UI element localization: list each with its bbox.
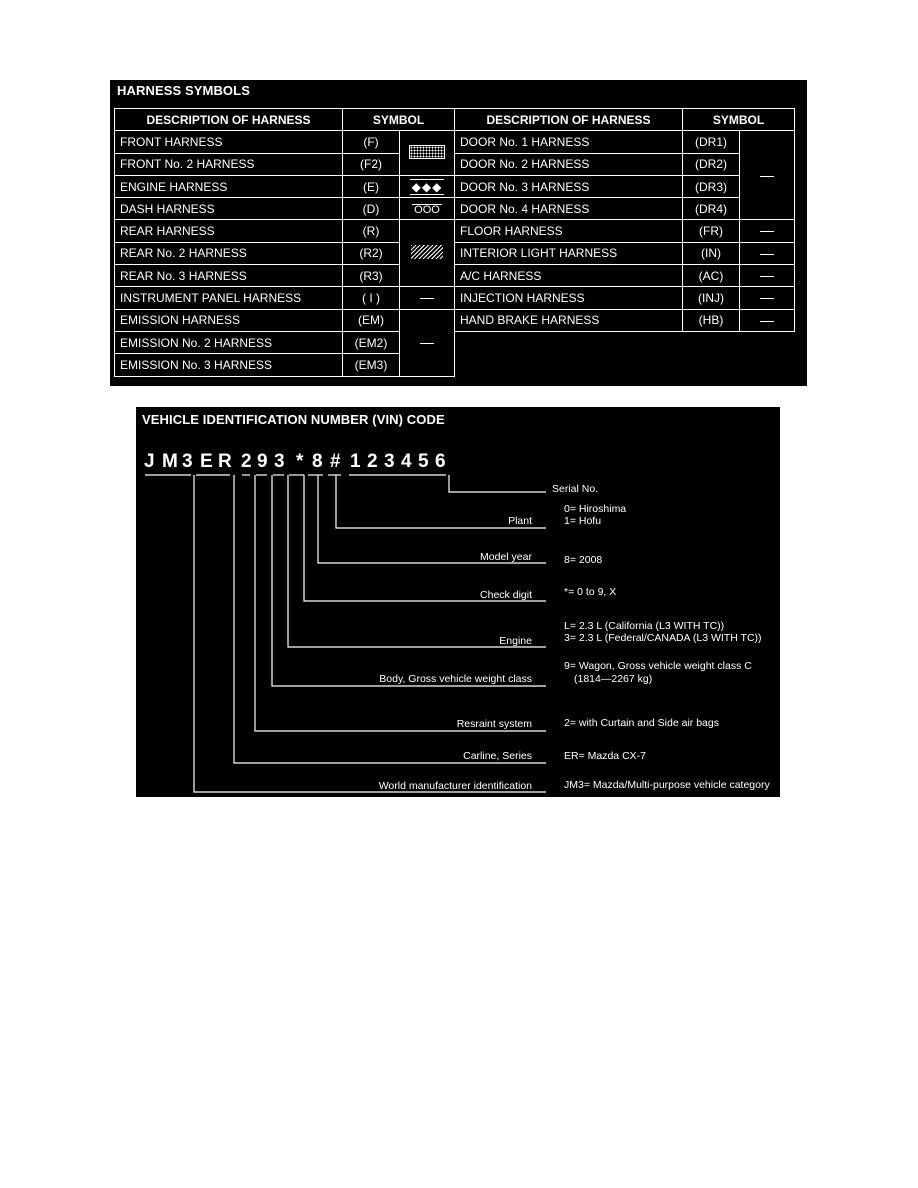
harness-code: (EM3) (343, 354, 400, 376)
vin-desc-check-digit: *= 0 to 9, X (564, 586, 617, 598)
vin-char: 8 (312, 451, 323, 472)
harness-code: (F) (343, 131, 400, 153)
header-description: DESCRIPTION OF HARNESS (455, 109, 683, 131)
header-symbol: SYMBOL (683, 109, 795, 131)
harness-code: (EM) (343, 309, 400, 331)
harness-code: (DR2) (683, 153, 740, 175)
hatched-pattern-icon (411, 245, 443, 259)
vin-char: 4 (401, 451, 412, 472)
harness-code: (IN) (683, 242, 740, 264)
dash-icon (420, 343, 434, 344)
harness-code: (R2) (343, 242, 400, 264)
vin-code-panel (136, 407, 780, 797)
vin-field-label-engine: Engine (499, 635, 532, 647)
vin-char: 3 (384, 451, 395, 472)
dash-symbol (740, 131, 795, 220)
harness-symbols-panel (110, 80, 807, 386)
vin-char: E (200, 451, 213, 472)
harness-description: DOOR No. 1 HARNESS (455, 131, 683, 153)
vin-field-label-carline: Carline, Series (463, 750, 532, 762)
vin-char: M (162, 451, 178, 472)
vin-field-label-body: Body, Gross vehicle weight class (379, 673, 532, 685)
header-symbol: SYMBOL (343, 109, 455, 131)
harness-description: REAR No. 3 HARNESS (115, 265, 343, 287)
vin-char: 3 (182, 451, 193, 472)
harness-table-left (114, 108, 455, 377)
front-harness-pattern (400, 131, 455, 176)
dash-icon (760, 298, 774, 299)
harness-description: FRONT No. 2 HARNESS (115, 153, 343, 175)
harness-description: EMISSION HARNESS (115, 309, 343, 331)
vin-char: R (218, 451, 232, 472)
dash-harness-pattern (400, 198, 455, 220)
vin-char: 9 (257, 451, 268, 472)
dash-icon (760, 321, 774, 322)
vin-field-label-serial-no: Serial No. (552, 483, 599, 495)
harness-description: INTERIOR LIGHT HARNESS (455, 242, 683, 264)
harness-code: (F2) (343, 153, 400, 175)
harness-code: (DR4) (683, 198, 740, 220)
harness-code: (DR1) (683, 131, 740, 153)
harness-description: HAND BRAKE HARNESS (455, 309, 683, 331)
engine-harness-pattern (400, 175, 455, 197)
harness-code: (R3) (343, 265, 400, 287)
diamond-pattern-icon: ◆◆◆ (411, 179, 443, 194)
header-description: DESCRIPTION OF HARNESS (115, 109, 343, 131)
vin-desc-plant-0: 0= Hiroshima (564, 503, 627, 515)
vin-field-label-check-digit: Check digit (480, 589, 532, 601)
harness-code: (EM2) (343, 331, 400, 353)
harness-code: (HB) (683, 309, 740, 331)
dash-symbol (740, 242, 795, 264)
dash-symbol (400, 287, 455, 309)
vin-desc-engine-0: L= 2.3 L (California (L3 WITH TC)) (564, 620, 725, 632)
dash-symbol (740, 287, 795, 309)
harness-description: REAR HARNESS (115, 220, 343, 242)
harness-description: A/C HARNESS (455, 265, 683, 287)
harness-code: (E) (343, 175, 400, 197)
harness-description: DOOR No. 4 HARNESS (455, 198, 683, 220)
dash-symbol (740, 309, 795, 331)
harness-code: ( I ) (343, 287, 400, 309)
vin-desc-body-0: 9= Wagon, Gross vehicle weight class C (564, 660, 752, 672)
dash-symbol (740, 265, 795, 287)
vin-desc-model-year: 8= 2008 (564, 554, 603, 566)
harness-symbols-title: HARNESS SYMBOLS (117, 83, 250, 98)
dash-icon (420, 298, 434, 299)
harness-code: (D) (343, 198, 400, 220)
dotted-pattern-icon (409, 145, 445, 159)
dash-symbol (400, 309, 455, 376)
vin-char: 5 (418, 451, 429, 472)
harness-description: DOOR No. 3 HARNESS (455, 175, 683, 197)
dash-symbol (740, 220, 795, 242)
harness-code: (AC) (683, 265, 740, 287)
harness-description: REAR No. 2 HARNESS (115, 242, 343, 264)
harness-description: EMISSION No. 2 HARNESS (115, 331, 343, 353)
circle-pattern-icon: OOO (414, 203, 440, 216)
harness-description: FLOOR HARNESS (455, 220, 683, 242)
harness-description: DASH HARNESS (115, 198, 343, 220)
vin-char: 2 (241, 451, 252, 472)
vin-char: # (330, 451, 341, 472)
vin-char: J (144, 451, 155, 472)
vin-desc-restraint: 2= with Curtain and Side air bags (564, 717, 719, 729)
vin-field-label-plant: Plant (508, 515, 532, 527)
vin-leader-lines (136, 407, 780, 797)
vin-char: 3 (274, 451, 285, 472)
vin-char: 6 (435, 451, 446, 472)
vin-desc-plant-1: 1= Hofu (564, 515, 602, 527)
vin-desc-engine-1: 3= 2.3 L (Federal/CANADA (L3 WITH TC)) (564, 632, 762, 644)
vin-char: * (296, 451, 304, 472)
dash-icon (760, 231, 774, 232)
vin-desc-carline: ER= Mazda CX-7 (564, 750, 646, 762)
dash-icon (760, 254, 774, 255)
harness-description: INJECTION HARNESS (455, 287, 683, 309)
vin-field-label-restraint: Resraint system (456, 718, 532, 730)
harness-table-right (454, 108, 795, 332)
vin-char: 2 (367, 451, 378, 472)
dash-icon (760, 276, 774, 277)
harness-description: DOOR No. 2 HARNESS (455, 153, 683, 175)
rear-harness-pattern (400, 220, 455, 287)
vin-field-label-model-year: Model year (480, 551, 532, 563)
harness-description: ENGINE HARNESS (115, 175, 343, 197)
harness-code: (DR3) (683, 175, 740, 197)
harness-code: (INJ) (683, 287, 740, 309)
vin-desc-world: JM3= Mazda/Multi-purpose vehicle category (564, 779, 770, 791)
harness-code: (R) (343, 220, 400, 242)
harness-code: (FR) (683, 220, 740, 242)
harness-description: FRONT HARNESS (115, 131, 343, 153)
vin-desc-body-1: (1814—2267 kg) (574, 673, 653, 685)
harness-description: INSTRUMENT PANEL HARNESS (115, 287, 343, 309)
vin-field-label-world: World manufacturer identification (378, 780, 532, 792)
harness-description: EMISSION No. 3 HARNESS (115, 354, 343, 376)
vin-char: 1 (350, 451, 361, 472)
dash-icon (760, 176, 774, 177)
vin-code-title: VEHICLE IDENTIFICATION NUMBER (VIN) CODE (142, 412, 445, 427)
